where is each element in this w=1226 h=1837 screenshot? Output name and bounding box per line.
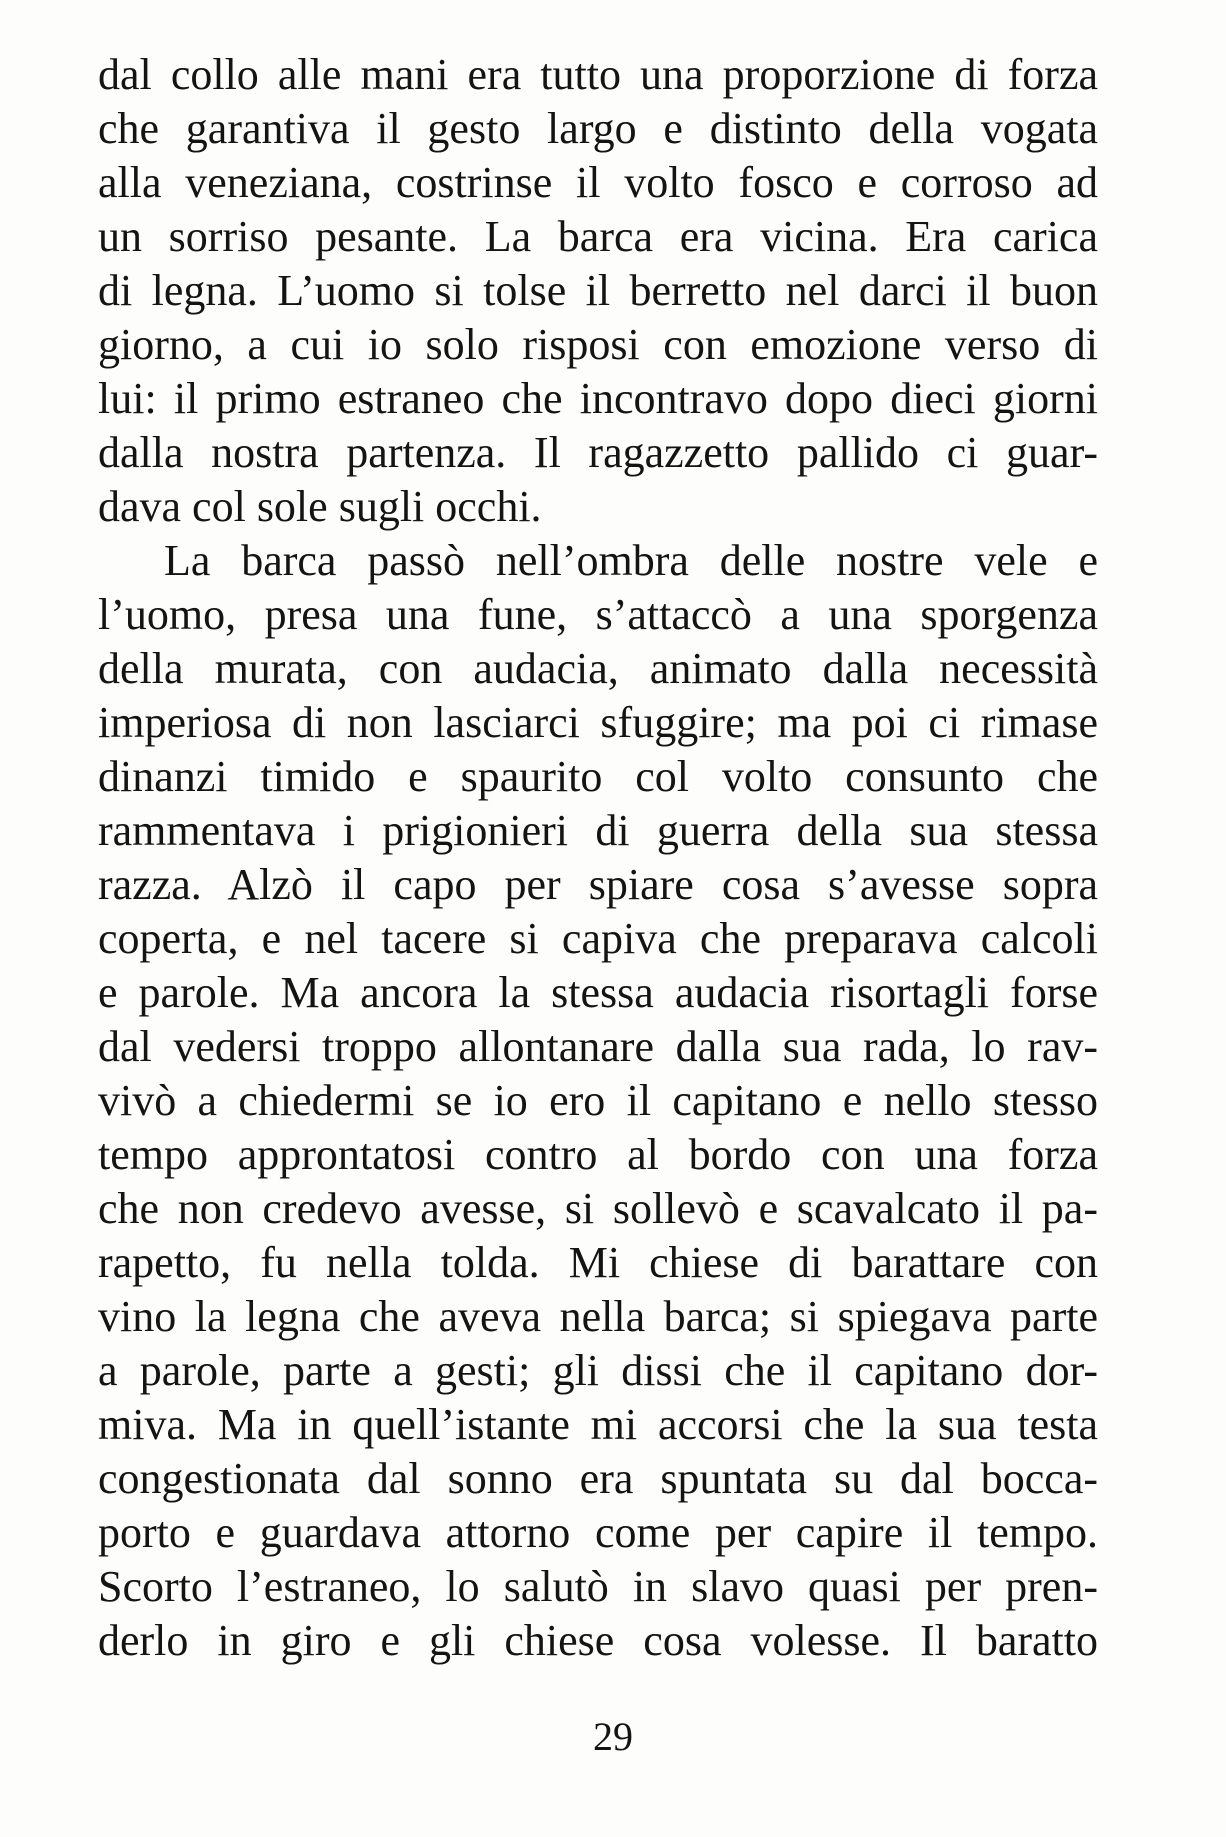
text-line: La barca passò nell’ombra delle nostre vele e [164,536,1098,585]
text-line: alla veneziana, costrinse il volto fosco e corroso ad [98,158,1098,207]
text-line: dava col sole sugli occhi. [98,482,542,531]
text-line: della murata, con audacia, animato dalla necessità [98,644,1098,693]
text-line: Scorto l’estraneo, lo salutò in slavo quasi per pren- [98,1562,1098,1611]
text-line: che garantiva il gesto largo e distinto della vogata [98,104,1098,153]
text-line: porto e guardava attorno come per capire il tempo. [98,1508,1098,1557]
text-line: giorno, a cui io solo risposi con emozione verso di [98,320,1098,369]
text-line: dinanzi timido e spaurito col volto consunto che [98,752,1098,801]
text-line: a parole, parte a gesti; gli dissi che il capitano dor- [98,1346,1098,1395]
text-line: razza. Alzò il capo per spiare cosa s’avesse sopra [98,860,1098,909]
body-text [98,48,1098,1668]
text-line: dalla nostra partenza. Il ragazzetto pallido ci guar- [98,428,1098,477]
text-line: un sorriso pesante. La barca era vicina. Era carica [98,212,1098,261]
text-line: congestionata dal sonno era spuntata su dal bocca- [98,1454,1098,1503]
text-line: di legna. L’uomo si tolse il berretto nel darci il buon [98,266,1098,315]
text-line: imperiosa di non lasciarci sfuggire; ma poi ci rimase [98,698,1098,747]
text-line: vino la legna che aveva nella barca; si spiegava parte [98,1292,1098,1341]
text-line: lui: il primo estraneo che incontravo dopo dieci giorni [98,374,1098,423]
text-line: coperta, e nel tacere si capiva che preparava calcoli [98,914,1098,963]
text-line: dal vedersi troppo allontanare dalla sua rada, lo rav- [98,1022,1098,1071]
text-line: derlo in giro e gli chiese cosa volesse. Il baratto [98,1616,1098,1665]
text-line: miva. Ma in quell’istante mi accorsi che la sua testa [98,1400,1098,1449]
text-line: che non credevo avesse, si sollevò e scavalcato il pa- [98,1184,1098,1233]
text-line: tempo approntatosi contro al bordo con una forza [98,1130,1098,1179]
page-number: 29 [593,1714,633,1759]
text-line: l’uomo, presa una fune, s’attaccò a una sporgenza [98,590,1098,639]
text-line: e parole. Ma ancora la stessa audacia risortagli forse [98,968,1098,1017]
paragraph-1 [98,48,1098,534]
text-line: rammentava i prigionieri di guerra della sua stessa [98,806,1098,855]
paragraph-2 [98,534,1098,1668]
text-line: dal collo alle mani era tutto una proporzione di forza [98,50,1098,99]
text-line: rapetto, fu nella tolda. Mi chiese di barattare con [98,1238,1098,1287]
text-line: vivò a chiedermi se io ero il capitano e nello stesso [98,1076,1098,1125]
